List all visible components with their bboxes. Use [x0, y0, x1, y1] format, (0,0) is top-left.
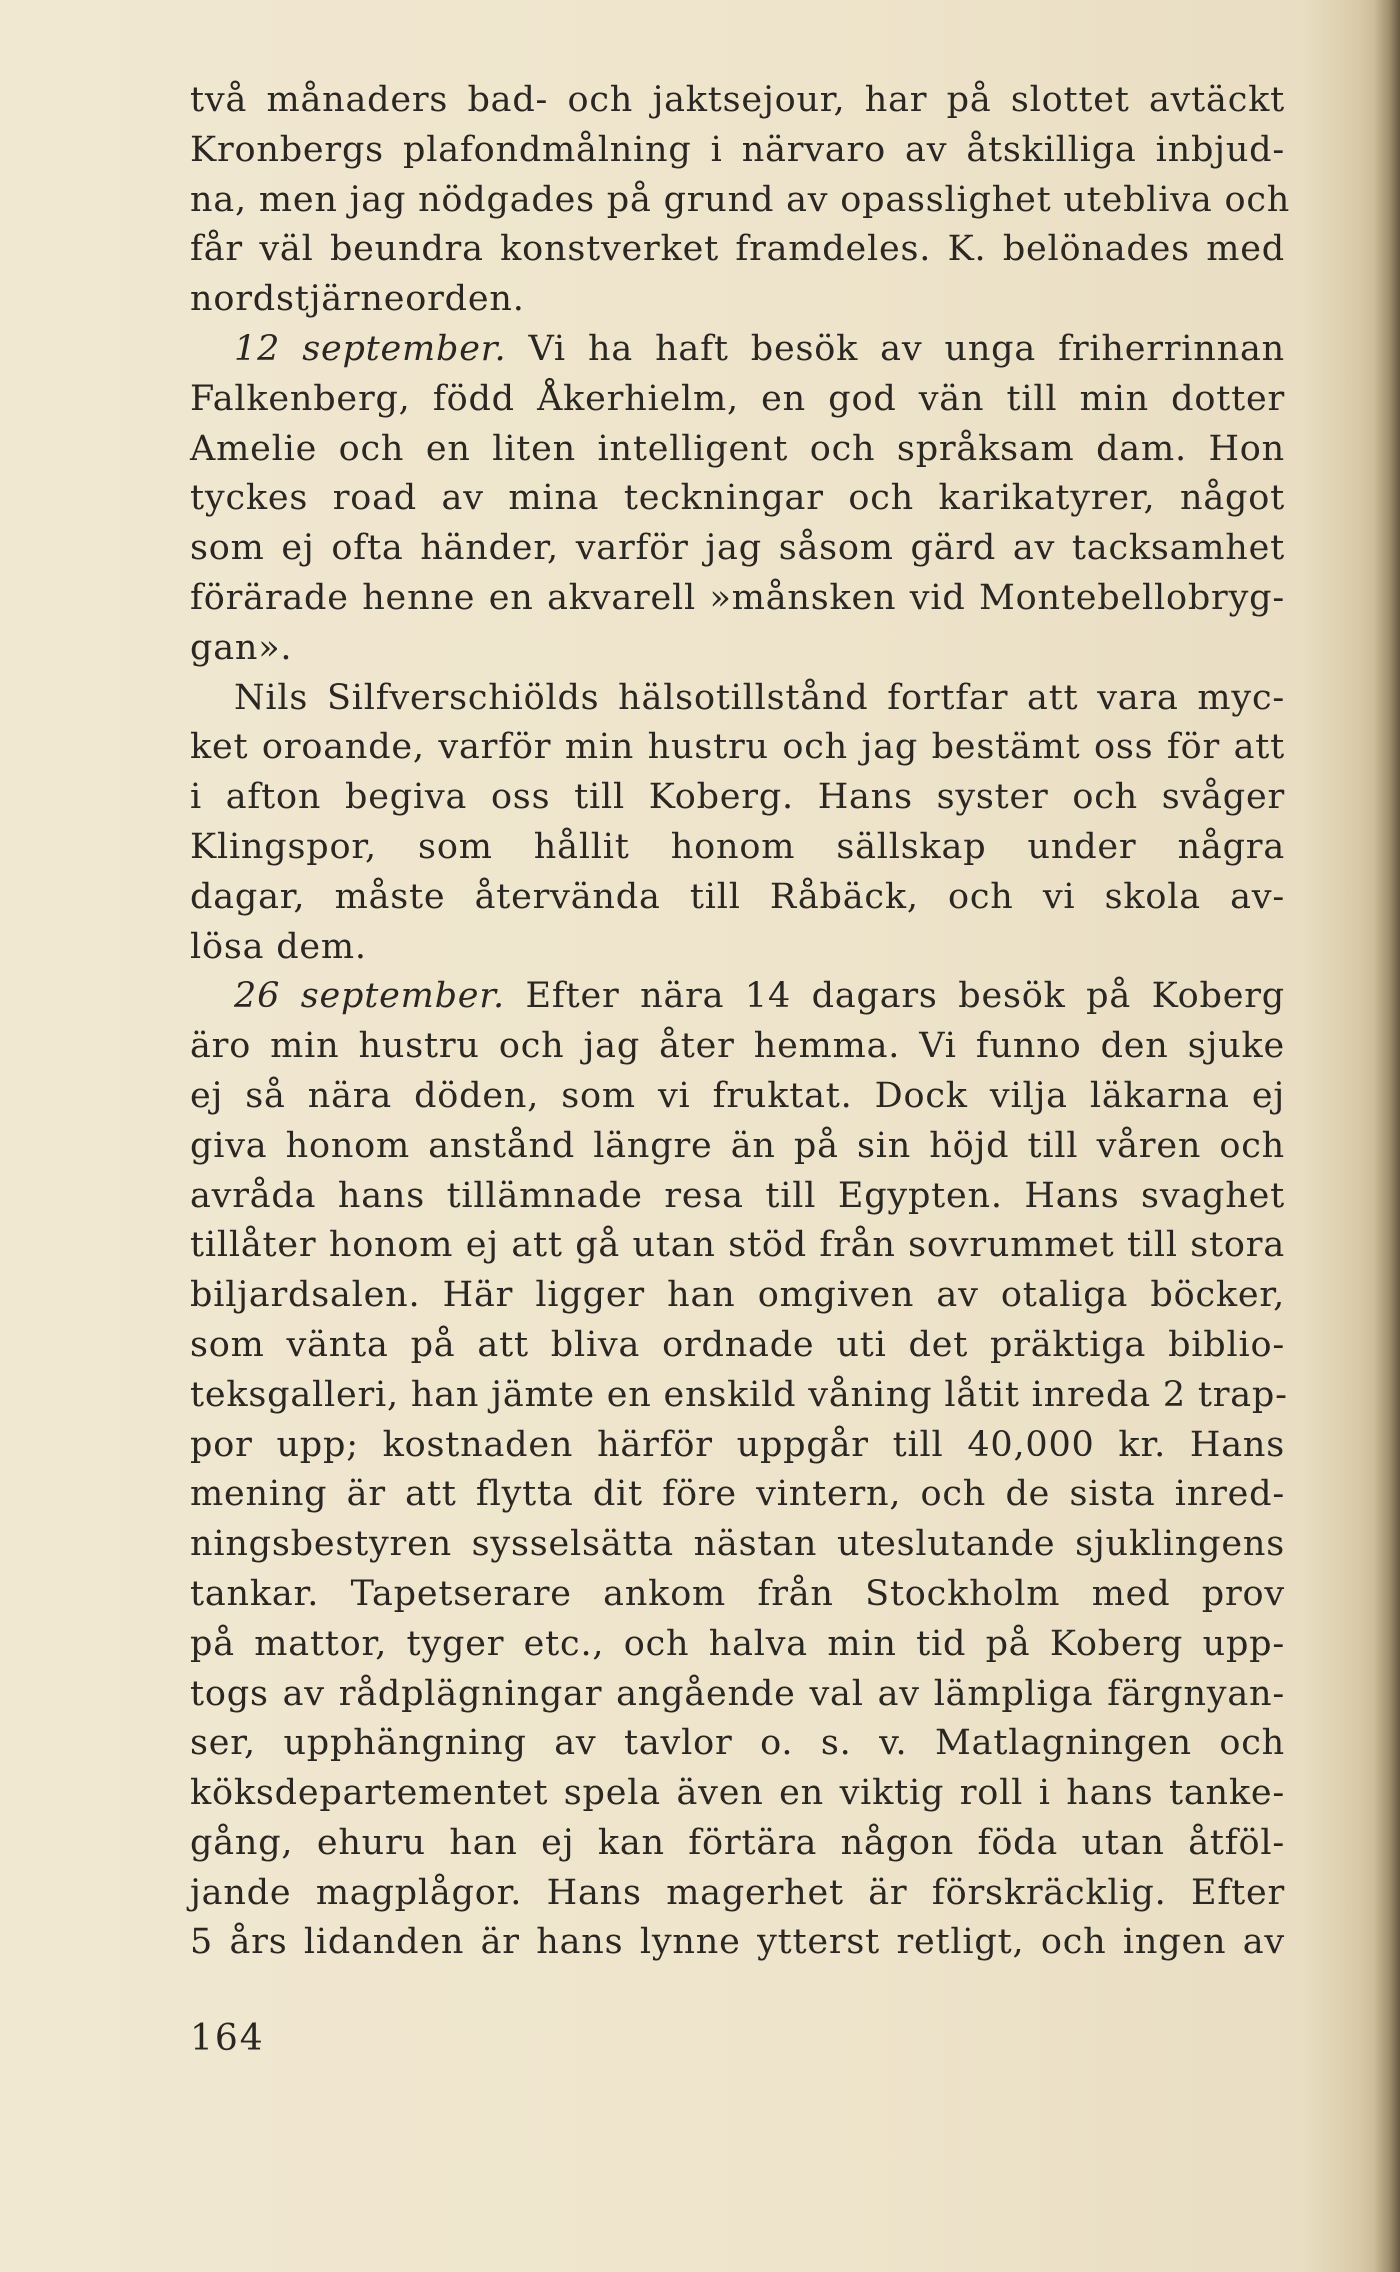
text-line: tankar. Tapetserare ankom från Stockholm med prov: [190, 1573, 1285, 1614]
page-edge-shadow: [1374, 0, 1400, 2272]
text-line: por upp; kostnaden härför uppgår till 40,000 kr. Hans: [190, 1424, 1285, 1465]
text-line: jande magplågor. Hans magerhet är förskräcklig. Efter: [190, 1872, 1285, 1913]
text-line: na, men jag nödgades på grund av opasslighet utebliva och: [190, 179, 1291, 220]
page-number: 164: [190, 2018, 265, 2059]
text-line: två månaders bad- och jaktsejour, har på slottet avtäckt: [190, 80, 1285, 120]
diary-entry-line: [190, 972, 1285, 1022]
text-line: tillåter honom ej att gå utan stöd från sovrummet till stora: [190, 1225, 1285, 1266]
entry-date: 12 september.: [234, 328, 507, 369]
text-line: äro min hustru och jag åter hemma. Vi funno den sjuke: [190, 1026, 1285, 1067]
text-line: får väl beundra konstverket framdeles. K. belönades med: [190, 229, 1285, 270]
diary-entry-line: [190, 325, 1285, 375]
text-line: i afton begiva oss till Koberg. Hans syster och svåger: [190, 777, 1285, 818]
text-line: giva honom anstånd längre än på sin höjd till våren och: [190, 1125, 1285, 1166]
entry-date: 26 september.: [234, 976, 505, 1017]
text-line: ser, upphängning av tavlor o. s. v. Matlagningen och: [190, 1723, 1285, 1764]
text-line: 5 års lidanden är hans lynne ytterst retligt, och ingen av: [190, 1922, 1285, 1963]
text-line-fragment: Vi ha haft besök av unga friherrinnan: [528, 328, 1285, 369]
text-line: Kronbergs plafondmålning i närvaro av åtskilliga inbjud-: [190, 129, 1285, 170]
text-line: Amelie och en liten intelligent och språksam dam. Hon: [190, 428, 1285, 469]
text-line: togs av rådplägningar angående val av lämpliga färgnyan-: [190, 1673, 1285, 1714]
text-line: som ej ofta händer, varför jag såsom gärd av tacksamhet: [190, 528, 1285, 569]
text-line: nordstjärneorden.: [190, 279, 525, 320]
body-text: [190, 76, 1291, 1968]
text-line: avråda hans tillämnade resa till Egypten. Hans svaghet: [190, 1175, 1285, 1216]
text-line: på mattor, tyger etc., och halva min tid på Koberg upp-: [190, 1623, 1285, 1664]
text-line: Falkenberg, född Åkerhielm, en god vän till min dotter: [190, 378, 1285, 419]
text-line: köksdepartementet spela även en viktig roll i hans tanke-: [190, 1773, 1285, 1814]
text-line: gång, ehuru han ej kan förtära någon föda utan åtföl-: [190, 1822, 1285, 1863]
text-line: som vänta på att bliva ordnade uti det präktiga biblio-: [190, 1324, 1285, 1365]
text-line: ningsbestyren sysselsätta nästan uteslutande sjuklingens: [190, 1524, 1285, 1565]
text-line-fragment: Efter nära 14 dagars besök på Koberg: [525, 976, 1285, 1017]
text-line: gan».: [190, 627, 293, 668]
text-line: biljardsalen. Här ligger han omgiven av otaliga böcker,: [190, 1275, 1285, 1316]
text-line: teksgalleri, han jämte en enskild våning låtit inreda 2 trap-: [190, 1374, 1288, 1415]
text-line: mening är att flytta dit före vintern, och de sista inred-: [190, 1474, 1285, 1515]
text-line: ej så nära döden, som vi fruktat. Dock vilja läkarna ej: [190, 1075, 1285, 1116]
text-line: dagar, måste återvända till Råbäck, och vi skola av-: [190, 876, 1285, 917]
text-line: förärade henne en akvarell »månsken vid Montebellobryg-: [190, 577, 1285, 618]
text-line: ket oroande, varför min hustru och jag bestämt oss för att: [190, 727, 1285, 768]
text-line: Nils Silfverschiölds hälsotillstånd fortfar att vara myc-: [234, 677, 1285, 718]
text-line: tyckes road av mina teckningar och karikatyrer, något: [190, 478, 1285, 519]
text-line: Klingspor, som hållit honom sällskap under några: [190, 826, 1285, 867]
text-line: lösa dem.: [190, 926, 367, 967]
